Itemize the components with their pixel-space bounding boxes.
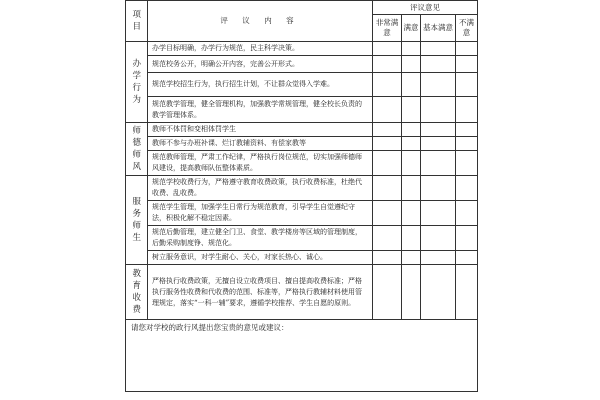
opinion-very-satisfied-cell[interactable] [373,137,402,151]
opinion-satisfied-cell[interactable] [402,176,421,201]
opinion-satisfied-cell[interactable] [402,123,421,137]
category-cell [126,176,148,265]
footer-row [126,320,478,392]
opinion-satisfied-cell[interactable] [402,56,421,73]
evaluation-item: 规范教师管理，严肃工作纪律，严格执行岗位规范，切实加强师德师风建设，提高教师队伍整体素质。 [148,151,373,176]
table-row [126,123,478,137]
opinion-very-satisfied-cell[interactable] [373,176,402,201]
opinion-very-satisfied-cell[interactable] [373,226,402,251]
table-row [126,201,478,226]
opinion-basic-satisfied-cell[interactable] [421,251,456,265]
opinion-dissatisfied-cell[interactable] [456,265,478,320]
opinion-dissatisfied-cell[interactable] [456,123,478,137]
opinion-basic-satisfied-cell[interactable] [421,123,456,137]
table-row [126,42,478,56]
opinion-satisfied-cell[interactable] [402,137,421,151]
opinion-dissatisfied-cell[interactable] [456,251,478,265]
opinion-satisfied-cell[interactable] [402,42,421,56]
opinion-dissatisfied-cell[interactable] [456,137,478,151]
opinion-very-satisfied-cell[interactable] [373,251,402,265]
evaluation-item: 教师不体罚和变相体罚学生 [148,123,373,137]
opinion-satisfied-cell[interactable] [402,97,421,123]
opinion-very-satisfied-cell[interactable] [373,56,402,73]
table-row [126,265,478,320]
category-cell [126,42,148,123]
opinion-basic-satisfied-cell[interactable] [421,201,456,226]
opinion-header: 评议意见 [373,1,478,15]
evaluation-item: 办学目标明确，办学行为规范，民主科学决策。 [148,42,373,56]
opinion-satisfied-cell[interactable] [402,151,421,176]
opinion-basic-satisfied-cell[interactable] [421,42,456,56]
project-header: 项目 [126,1,148,42]
opinion-very-satisfied-cell[interactable] [373,265,402,320]
category-label: 办学行为 [132,59,142,105]
evaluation-item: 规范学校招生行为，执行招生计划，不让群众觉得入学难。 [148,73,373,97]
evaluation-item: 教师不参与办班补课、烂订教辅资料、有偿家教等 [148,137,373,151]
table-row [126,56,478,73]
opinion-dissatisfied-header: 不满意 [456,15,478,42]
table-row [126,151,478,176]
opinion-basic-satisfied-cell[interactable] [421,73,456,97]
opinion-basic-satisfied-header: 基本满意 [421,15,456,42]
opinion-basic-satisfied-cell[interactable] [421,56,456,73]
evaluation-item: 树立服务意识，对学生耐心、关心，对家长热心、诚心。 [148,251,373,265]
category-label: 教育收费 [132,269,142,315]
opinion-very-satisfied-cell[interactable] [373,123,402,137]
evaluation-item: 严格执行收费政策，无擅自设立收费项目、擅自提高收费标准；严格执行服务性收费和代收费的范围、标准等，严格执行教辅材料使用管理规定，落实“一科一辅”要求，遵循学校推荐、学生自愿的原则。 [148,265,373,320]
opinion-satisfied-cell[interactable] [402,251,421,265]
evaluation-item: 规范学校收费行为，严格遵守教育收费政策，执行收费标准，杜绝代收费、乱收费。 [148,176,373,201]
opinion-dissatisfied-cell[interactable] [456,226,478,251]
opinion-satisfied-cell[interactable] [402,73,421,97]
evaluation-item: 规范学生管理，加强学生日常行为规范教育，引导学生自觉遵纪守法，积极化解不稳定因素。 [148,201,373,226]
opinion-basic-satisfied-cell[interactable] [421,265,456,320]
opinion-very-satisfied-cell[interactable] [373,201,402,226]
evaluation-item: 规范教学管理，健全管理机构，加强教学常规管理，健全校长负责的教学管理体系。 [148,97,373,123]
opinion-very-satisfied-cell[interactable] [373,151,402,176]
opinion-satisfied-cell[interactable] [402,201,421,226]
evaluation-form [125,0,477,400]
opinion-dissatisfied-cell[interactable] [456,56,478,73]
opinion-dissatisfied-cell[interactable] [456,73,478,97]
opinion-very-satisfied-cell[interactable] [373,42,402,56]
opinion-satisfied-cell[interactable] [402,226,421,251]
opinion-basic-satisfied-cell[interactable] [421,226,456,251]
opinion-basic-satisfied-cell[interactable] [421,97,456,123]
table-row [126,73,478,97]
opinion-satisfied-header: 满意 [402,15,421,42]
opinion-very-satisfied-header: 非常满意 [373,15,402,42]
opinion-dissatisfied-cell[interactable] [456,176,478,201]
opinion-basic-satisfied-cell[interactable] [421,176,456,201]
table-row [126,226,478,251]
category-label: 师德师风 [132,126,142,172]
table-row [126,97,478,123]
opinion-dissatisfied-cell[interactable] [456,151,478,176]
opinion-dissatisfied-cell[interactable] [456,201,478,226]
category-cell [126,123,148,176]
opinion-dissatisfied-cell[interactable] [456,97,478,123]
table-row [126,251,478,265]
suggestion-box[interactable]: 请您对学校的政行风提出您宝贵的意见或建议： [126,320,478,392]
opinion-satisfied-cell[interactable] [402,265,421,320]
content-header: 评 议 内 容 [148,1,373,42]
table-row [126,176,478,201]
opinion-very-satisfied-cell[interactable] [373,73,402,97]
opinion-basic-satisfied-cell[interactable] [421,151,456,176]
evaluation-table [125,0,478,392]
opinion-basic-satisfied-cell[interactable] [421,137,456,151]
table-row [126,137,478,151]
opinion-very-satisfied-cell[interactable] [373,97,402,123]
opinion-dissatisfied-cell[interactable] [456,42,478,56]
category-cell [126,265,148,320]
evaluation-item: 规范校务公开，明确公开内容，完善公开形式。 [148,56,373,73]
evaluation-item: 规范后勤管理，建立健全门卫、食堂、教学楼房等区域的管理制度，后勤采购制度铮、规范化。 [148,226,373,251]
category-label: 服务师生 [132,197,142,243]
